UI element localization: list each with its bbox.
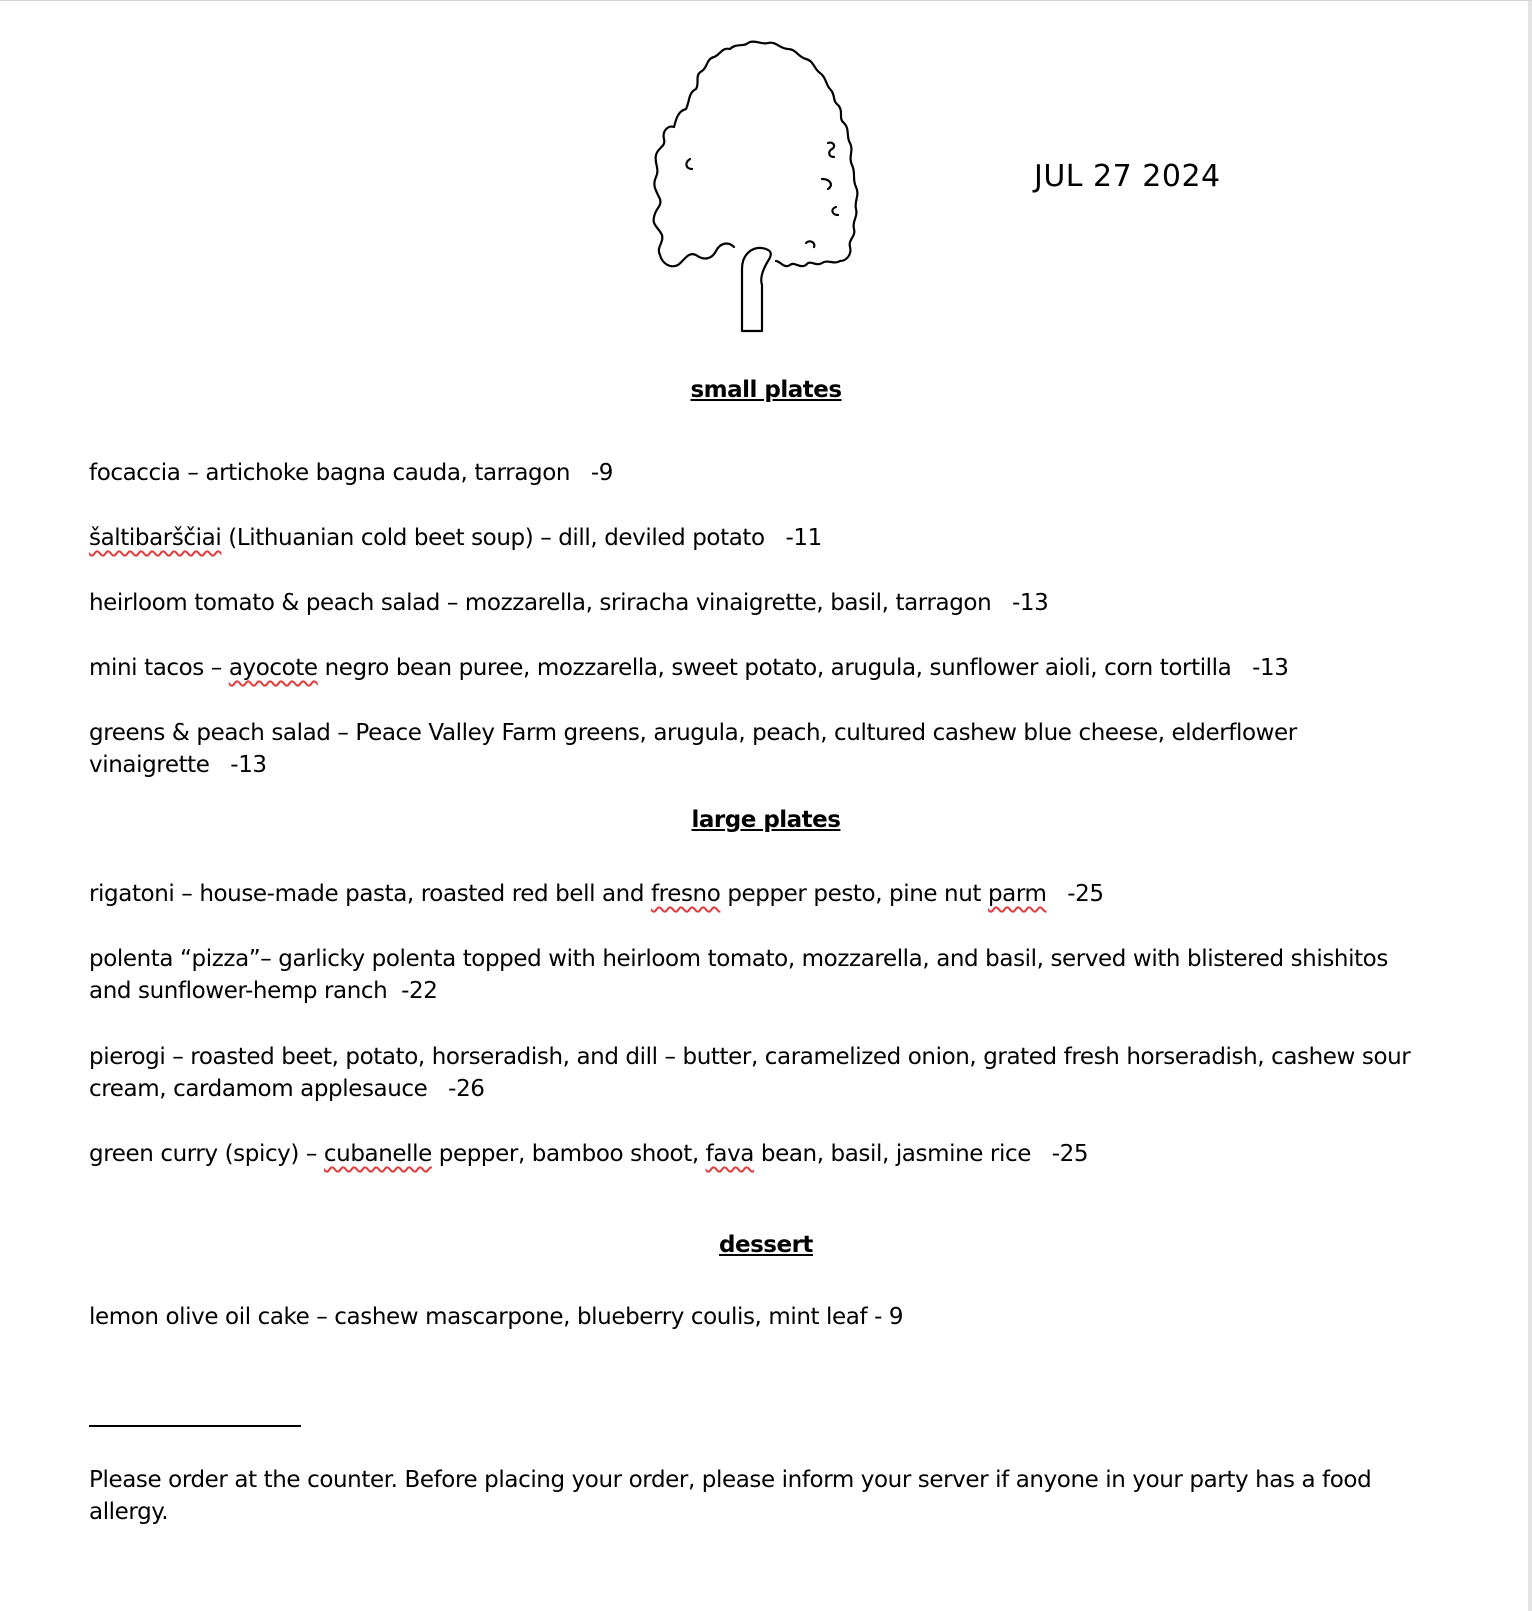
item-description: pierogi – roasted beet, potato, horseradish, and dill – butter, caramelized onion, grated fresh horseradish, cashew sour cream, cardamom applesauce <box>89 1044 1411 1102</box>
item-description-middle: pepper, bamboo shoot, <box>431 1141 706 1167</box>
menu-item <box>89 1138 1434 1170</box>
menu-item <box>89 652 1434 684</box>
menu-item <box>89 522 1434 554</box>
menu-item <box>89 457 1434 489</box>
item-word-flagged: parm <box>987 881 1047 907</box>
footer-divider <box>89 1425 301 1427</box>
item-price: -25 <box>1051 1141 1089 1167</box>
item-description: greens & peach salad – Peace Valley Farm greens, arugula, peach, cultured cashew blue cheese, elderflower vinaigrette <box>89 720 1297 778</box>
item-word-flagged: fresno <box>650 881 721 907</box>
item-price: -9 <box>590 460 613 486</box>
item-price: -25 <box>1067 881 1104 907</box>
footer-note: Please order at the counter. Before placing your order, please inform your server if anyone in your party has a food allergy. <box>89 1467 1372 1525</box>
menu-item <box>89 878 1434 910</box>
page-edge <box>1528 1 1532 1611</box>
item-price: -13 <box>1252 655 1289 681</box>
item-price: -22 <box>401 978 438 1004</box>
item-description: focaccia – artichoke bagna cauda, tarragon <box>89 460 571 486</box>
item-word-flagged: ayocote <box>228 655 318 681</box>
item-price: -13 <box>230 752 267 778</box>
menu-item <box>89 717 1299 781</box>
item-word-flagged: fava <box>705 1141 754 1167</box>
item-word-flagged: cubanelle <box>323 1141 432 1167</box>
item-name-flagged: šaltibarščiai <box>89 525 222 551</box>
item-description: negro bean puree, mozzarella, sweet potato, arugula, sunflower aioli, corn tortilla <box>317 655 1232 681</box>
item-price: -26 <box>448 1076 485 1102</box>
item-description-prefix: mini tacos – <box>89 655 229 681</box>
heading-dessert: dessert <box>719 1232 813 1258</box>
item-description-prefix: green curry (spicy) – <box>89 1141 324 1167</box>
item-description-prefix: rigatoni – house-made pasta, roasted red bell and <box>89 881 651 907</box>
menu-date: JUL 27 2024 <box>1034 159 1221 194</box>
menu-item <box>89 1041 1434 1105</box>
item-price: - 9 <box>874 1304 904 1330</box>
item-description: heirloom tomato & peach salad – mozzarella, sriracha vinaigrette, basil, tarragon <box>89 590 992 616</box>
menu-item <box>89 943 1434 1007</box>
item-description: bean, basil, jasmine rice <box>753 1141 1031 1167</box>
item-description-middle: pepper pesto, pine nut <box>720 881 988 907</box>
tree-logo <box>650 39 880 349</box>
heading-large-plates: large plates <box>691 807 841 833</box>
menu-item <box>89 1301 1434 1333</box>
item-price: -13 <box>1012 590 1049 616</box>
item-description: (Lithuanian cold beet soup) – dill, deviled potato <box>221 525 765 551</box>
heading-small-plates: small plates <box>690 377 842 403</box>
menu-item <box>89 587 1434 619</box>
item-description: lemon olive oil cake – cashew mascarpone, blueberry coulis, mint leaf <box>89 1304 868 1330</box>
item-description: polenta “pizza”– garlicky polenta topped with heirloom tomato, mozzarella, and basil, served with blistered shishitos and sunflower-hemp ranch <box>89 946 1388 1004</box>
item-price: -11 <box>785 525 822 551</box>
